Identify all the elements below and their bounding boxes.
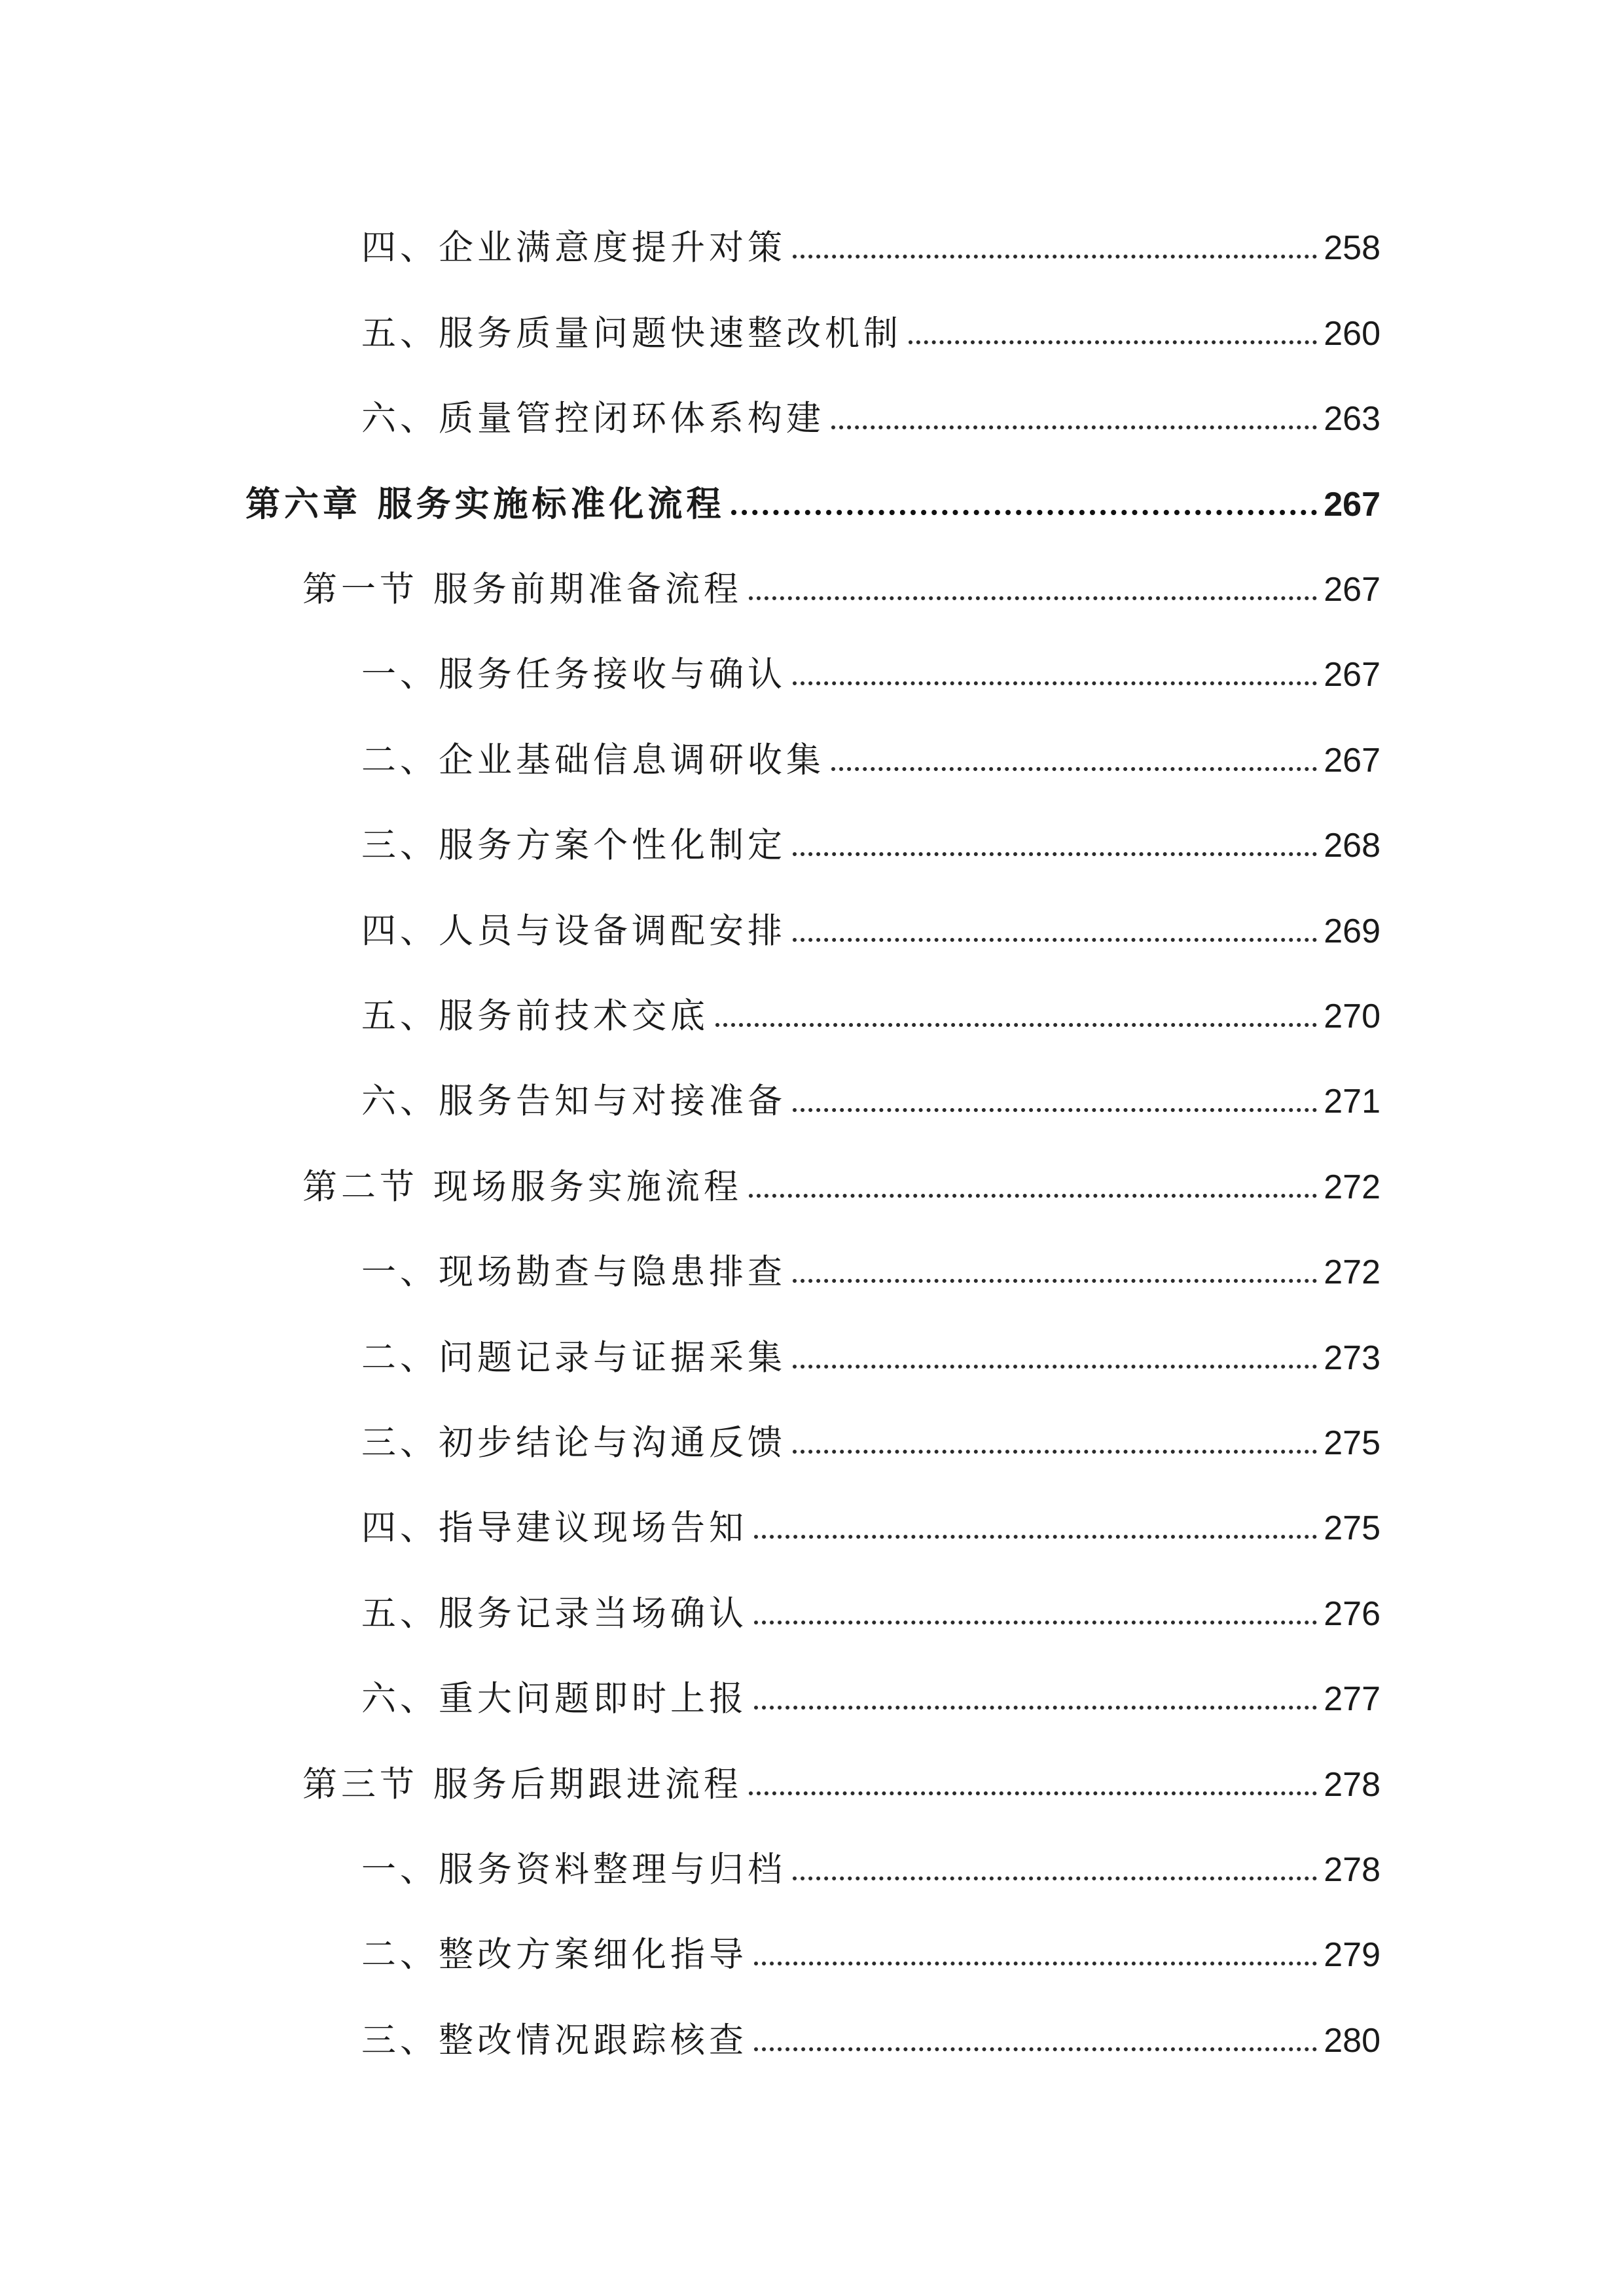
toc-dot-leader <box>793 1279 1317 1283</box>
toc-entry-title: 三、整改情况跟踪核查 <box>361 2020 748 2060</box>
toc-entry-title: 五、服务记录当场确认 <box>361 1594 748 1634</box>
toc-entry-title: 二、整改方案细化指导 <box>361 1935 748 1975</box>
toc-entry-page: 277 <box>1324 1680 1380 1718</box>
toc-dot-leader <box>731 510 1317 515</box>
toc-section-entry[interactable] <box>302 1749 1380 1802</box>
toc-entry-page: 270 <box>1324 997 1380 1035</box>
toc-entry[interactable] <box>361 1664 1380 1719</box>
toc-section-entry[interactable] <box>302 554 1380 607</box>
toc-entry[interactable] <box>361 384 1380 439</box>
toc-dot-leader <box>793 938 1317 942</box>
toc-entry-page: 275 <box>1324 1509 1380 1547</box>
toc-section-entry[interactable] <box>302 1152 1380 1207</box>
toc-dot-leader <box>793 1876 1317 1880</box>
toc-entry-page: 275 <box>1324 1424 1380 1462</box>
toc-entry-page: 273 <box>1324 1339 1380 1377</box>
toc-dot-leader <box>715 1023 1317 1027</box>
toc-entry-title: 四、企业满意度提升对策 <box>361 228 786 268</box>
toc-entry[interactable] <box>361 213 1380 268</box>
toc-dot-leader <box>793 255 1317 259</box>
toc-entry-title: 二、问题记录与证据采集 <box>361 1338 786 1378</box>
toc-entry[interactable] <box>361 1408 1380 1463</box>
toc-entry[interactable] <box>361 1493 1380 1548</box>
toc-entry-title: 一、服务资料整理与归档 <box>361 1850 786 1890</box>
toc-entry-page: 258 <box>1324 229 1380 267</box>
toc-dot-leader <box>793 1108 1317 1112</box>
toc-entry[interactable] <box>361 1323 1380 1378</box>
toc-entry-title: 第三节 服务后期跟进流程 <box>302 1765 742 1804</box>
toc-entry-page: 278 <box>1324 1766 1380 1804</box>
toc-entry-title: 第二节 现场服务实施流程 <box>302 1167 742 1207</box>
toc-dot-leader <box>749 596 1317 600</box>
toc-entry[interactable] <box>361 725 1380 778</box>
toc-entry-title: 四、指导建议现场告知 <box>361 1508 748 1548</box>
toc-dot-leader <box>754 2047 1317 2051</box>
toc-dot-leader <box>754 1621 1317 1624</box>
toc-entry-page: 269 <box>1324 912 1380 950</box>
toc-dot-leader <box>749 1194 1317 1198</box>
toc-entry-page: 260 <box>1324 315 1380 353</box>
toc-entry[interactable] <box>361 1835 1380 1890</box>
toc-entry[interactable] <box>361 1237 1380 1292</box>
toc-entry-title: 第六章 服务实施标准化流程 <box>245 484 725 524</box>
toc-entry-page: 271 <box>1324 1083 1380 1121</box>
toc-entry-title: 五、服务质量问题快速整改机制 <box>361 314 902 353</box>
toc-entry[interactable] <box>361 810 1380 863</box>
toc-dot-leader <box>793 1365 1317 1369</box>
toc-dot-leader <box>754 1535 1317 1539</box>
toc-entry-page: 263 <box>1324 400 1380 438</box>
toc-dot-leader <box>831 767 1317 771</box>
toc-entry-page: 272 <box>1324 1253 1380 1291</box>
toc-dot-leader <box>793 852 1317 856</box>
toc-dot-leader <box>909 340 1317 344</box>
toc-entry-title: 六、重大问题即时上报 <box>361 1679 748 1719</box>
toc-entry-title: 三、服务方案个性化制定 <box>361 825 786 865</box>
toc-dot-leader <box>793 1450 1317 1454</box>
toc-entry[interactable] <box>361 298 1380 351</box>
toc-entry-page: 267 <box>1324 656 1380 694</box>
toc-dot-leader <box>754 1706 1317 1710</box>
toc-entry-title: 三、初步结论与沟通反馈 <box>361 1423 786 1463</box>
toc-entry-title: 六、质量管控闭环体系构建 <box>361 399 825 439</box>
toc-entry-page: 272 <box>1324 1168 1380 1206</box>
toc-entry-page: 278 <box>1324 1851 1380 1889</box>
toc-entry-title: 六、服务告知与对接准备 <box>361 1081 786 1121</box>
toc-entry-title: 一、服务任务接收与确认 <box>361 655 786 694</box>
toc-entry-page: 267 <box>1324 486 1380 524</box>
toc-dot-leader <box>793 681 1317 685</box>
toc-entry-title: 四、人员与设备调配安排 <box>361 911 786 951</box>
toc-entry-page: 267 <box>1324 742 1380 780</box>
toc-entry[interactable] <box>361 981 1380 1036</box>
toc-dot-leader <box>831 425 1317 429</box>
toc-entry-title: 一、现场勘查与隐患排查 <box>361 1252 786 1292</box>
toc-entry[interactable] <box>361 1920 1380 1975</box>
toc-entry-title: 第一节 服务前期准备流程 <box>302 569 742 609</box>
toc-entry-title: 五、服务前技术交底 <box>361 996 709 1036</box>
toc-dot-leader <box>749 1791 1317 1795</box>
toc-entry-title: 二、企业基础信息调研收集 <box>361 740 825 780</box>
toc-dot-leader <box>754 1962 1317 1965</box>
toc-entry-page: 268 <box>1324 827 1380 865</box>
toc-entry[interactable] <box>361 896 1380 951</box>
toc-entry[interactable] <box>361 1579 1380 1634</box>
toc-entry[interactable] <box>361 639 1380 692</box>
toc-entry-page: 280 <box>1324 2022 1380 2060</box>
toc-entry-page: 279 <box>1324 1936 1380 1974</box>
toc-entry[interactable] <box>361 1066 1380 1119</box>
toc-entry[interactable] <box>361 2005 1380 2058</box>
toc-entry-page: 267 <box>1324 571 1380 609</box>
toc-chapter-entry[interactable] <box>245 469 1380 522</box>
toc-entry-page: 276 <box>1324 1595 1380 1633</box>
